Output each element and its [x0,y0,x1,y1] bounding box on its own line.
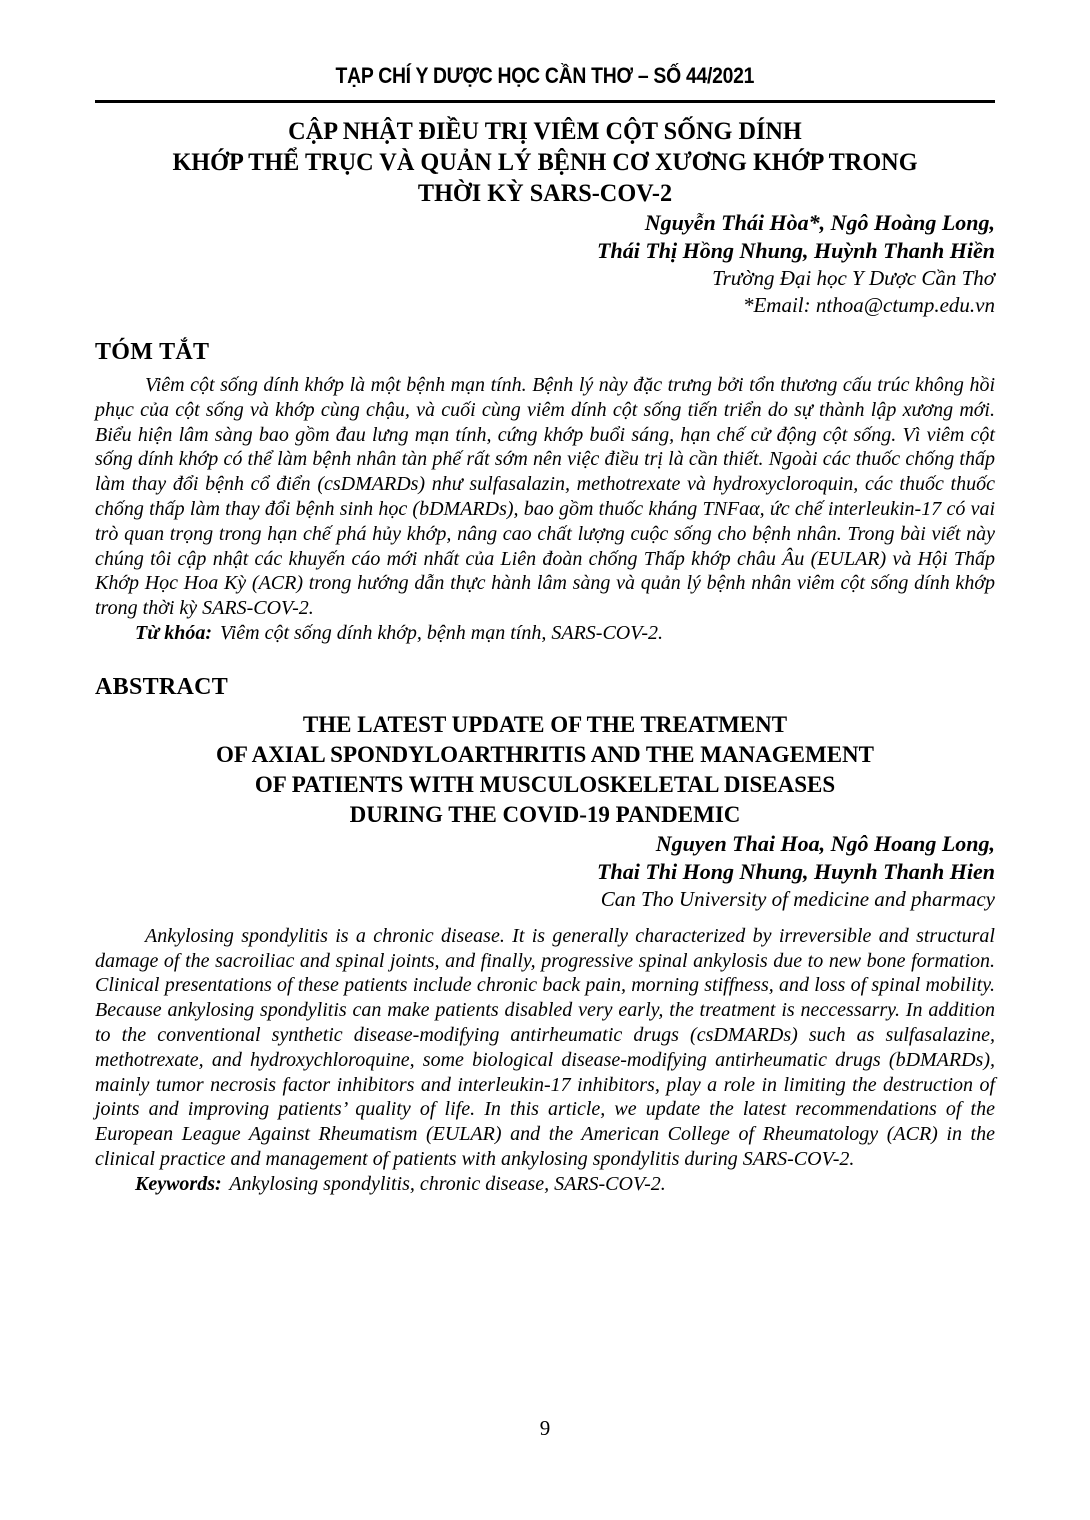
running-head [95,64,995,88]
en-affiliation: Can Tho University of medicine and pharmacy [600,886,995,911]
english-keywords-label: Keywords: [135,1172,222,1195]
vn-affiliation: Trường Đại học Y Dược Cần Thơ [712,266,995,290]
running-head-text: TẠP CHÍ Y DƯỢC HỌC CẦN THƠ – SỐ 44/2021 [335,63,755,88]
vietnamese-keywords-text: Viêm cột sống dính khớp, bệnh mạn tính, SARS-COV-2. [219,621,664,644]
article-title-english [95,710,995,830]
corresponding-email: *Email: nthoa@ctump.edu.vn [742,293,995,317]
english-abstract-paragraph: Ankylosing spondylitis is a chronic disease. It is generally characterized by irreversible and structural damage of the sacroiliac and spinal joints, and finally, progressive spinal ankylosis due to new bone formation. Clinical presentations of these patients include chronic back pain, morning stiffness, and loss of spinal mobility. Because ankylosing spondylitis can make patients disabled very early, the treatment is neccessarry. In addition to the conventional synthetic disease-modifying antirheumatic drugs (csDMARDs) such as sulfasalazine, methotrexate, and hydroxychloroquine, some biological disease-modifying antirheumatic drugs (bDMARDs), mainly tumor necrosis factor inhibitors and interleukin-17 inhibitors, play a role in limiting the destruction of joints and improving patients’ quality of life. In this article, we update the latest recommendations of the European League Against Rheumatism (EULAR) and the American College of Rheumatology (ACR) in the clinical practice and management of patients with ankylosing spondylitis during SARS-COV-2. [95,924,995,1170]
en-authors-line-1: Nguyen Thai Hoa, Ngô Hoang Long, [655,830,995,856]
section-heading-tom-tat: TÓM TẮT [95,339,210,365]
vietnamese-keywords-label: Từ khóa: [135,621,212,644]
english-keywords-text: Ankylosing spondylitis, chronic disease, SARS-COV-2. [229,1172,666,1195]
vn-authors-line-2: Thái Thị Hồng Nhung, Huỳnh Thanh Hiền [597,238,995,263]
article-title-vietnamese [95,116,995,209]
vietnamese-keywords-line [95,621,995,646]
en-title-line-2: OF AXIAL SPONDYLOARTHRITIS AND THE MANAGEMENT [216,741,874,767]
en-authors-line-2: Thai Thi Hong Nhung, Huynh Thanh Hien [597,858,995,884]
en-title-line-3: OF PATIENTS WITH MUSCULOSKELETAL DISEASES [254,771,836,797]
vn-title-line-3: THỜI KỲ SARS-COV-2 [417,180,673,207]
section-heading-abstract: ABSTRACT [95,673,229,700]
authors-block-vietnamese [95,209,995,319]
english-keywords-line [95,1172,995,1197]
page-number: 9 [539,1416,551,1440]
vn-authors-line-1: Nguyễn Thái Hòa*, Ngô Hoàng Long, [644,210,995,235]
vietnamese-abstract-paragraph: Viêm cột sống dính khớp là một bệnh mạn tính. Bệnh lý này đặc trưng bởi tổn thương cấu trúc không hồi phục của cột sống và khớp cùng chậu, và cuối cùng viêm dính cột sống tiến triển do sự thành lập xương mới. Biểu hiện lâm sàng bao gồm đau lưng mạn tính, cứng khớp buổi sáng, hạn chế cử động cột sống. Vì viêm cột sống dính khớp có thể làm bệnh nhân tàn phế rất sớm nên việc điều trị là cần thiết. Ngoài các thuốc chống thấp làm thay đổi bệnh cổ điển (csDMARDs) như sulfasalazin, methotrexate và hydroxycloroquin, các thuốc thuốc chống thấp làm thay đổi bệnh sinh học (bDMARDs), bao gồm thuốc kháng TNFaα, ức chế interleukin-17 có vai trò quan trọng trong hạn chế phá hủy khớp, nâng cao chất lượng cuộc sống cho bệnh nhân. Trong bài viết này chúng tôi cập nhật các khuyến cáo mới nhất của Liên đoàn chống Thấp khớp châu Âu (EULAR) và Hội Thấp Khớp Học Hoa Kỳ (ACR) trong hướng dẫn thực hành lâm sàng và quản lý bệnh nhân viêm cột sống dính khớp trong thời kỳ SARS-COV-2. [95,374,995,620]
vn-title-line-2: KHỚP THỂ TRỤC VÀ QUẢN LÝ BỆNH CƠ XƯƠNG KHỚP TRONG [172,149,918,176]
vn-title-line-1: CẬP NHẬT ĐIỀU TRỊ VIÊM CỘT SỐNG DÍNH [288,118,802,145]
header-divider [95,100,995,103]
en-title-line-1: THE LATEST UPDATE OF THE TREATMENT [302,711,788,737]
en-title-line-4: DURING THE COVID-19 PANDEMIC [349,801,741,827]
authors-block-english [95,830,995,913]
